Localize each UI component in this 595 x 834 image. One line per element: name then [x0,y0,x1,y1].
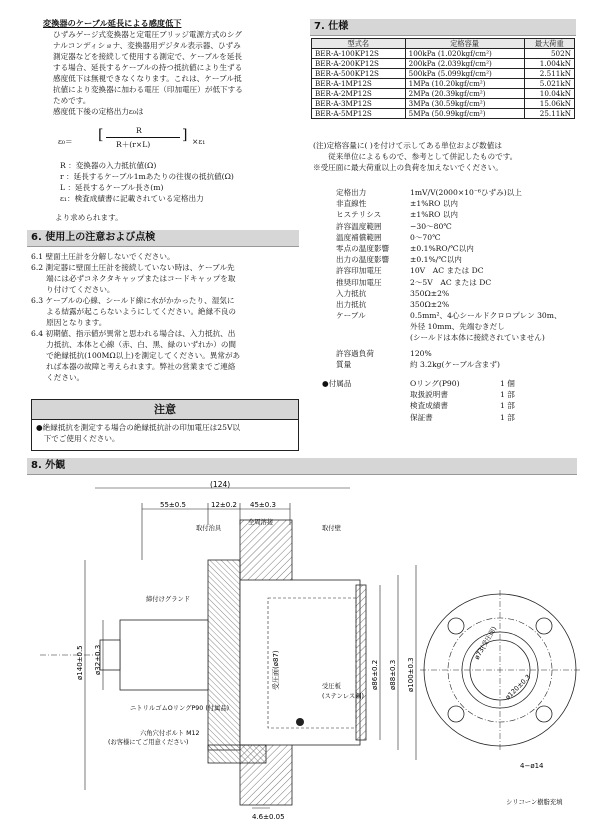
accessories-list [410,378,530,423]
cell-model: BER-A-1MP12S [312,79,406,89]
cell-capacity: 1MPa (10.20kgf/cm²) [405,79,524,89]
accessory-qty: 1 部 [500,390,515,400]
usage-line: れば本器の故障と考えられます。弊社の営業までご連絡 [31,362,236,371]
caution-title: 注意 [32,400,298,420]
cell-maxload: 2.511kN [524,69,574,79]
accessory-qty: 1 部 [500,401,515,411]
front-view [420,590,580,750]
dim-holes: 4−ø14 [520,762,544,770]
spec-value: 0.5mm²、4心シールドクロロプレン 30m、 [410,311,562,321]
cell-maxload: 15.06kN [524,99,574,109]
spec-key: 質量 [336,359,352,369]
spec-table-header [312,39,575,49]
def-line: ε₁：検査成績書に記載されている定格出力 [60,194,204,203]
usage-line: り付けてください。 [31,285,115,294]
para-line: ためです。 [53,96,91,105]
cell-capacity: 3MPa (30.59kgf/cm²) [405,99,524,109]
oring [296,718,304,726]
accessory-name: 検査成績書 [410,401,448,411]
spec-row [336,299,576,310]
usage-line: で絶縁抵抗(100MΩ以上)を測定してください。異常があ [31,351,241,360]
spec-value: 0〜70℃ [410,232,441,242]
dim-d2: 12±0.2 [211,501,237,509]
para-line: 感度低下は無視できなくなります。これは、ケーブル抵 [53,74,242,83]
table-row [312,79,575,89]
specs-heading: 7. 仕様 [310,19,576,36]
cell-maxload: 1.004kN [524,59,574,69]
spec-key: 温度補償範囲 [336,232,382,242]
accessory-qty: 1 個 [500,379,515,388]
def-line: r ：延長するケーブル1mあたりの往復の抵抗値(Ω) [60,172,234,181]
spec-row [336,265,576,276]
accessory-row [410,389,530,400]
sens-drop-title: 変換器のケーブル延長による感度低下 [43,18,182,28]
spec-key: 零点の温度影響 [336,243,390,253]
cell-model: BER-A-500KP12S [312,69,406,79]
caution-box [31,399,299,451]
spec-row [336,187,576,198]
spec-key: 定格出力 [336,188,367,197]
dim-bottom: 4.6±0.05 [252,813,285,821]
dim-dia88: ø88±0.3 [389,659,397,690]
formula-den: R＋(r×L) [116,140,151,149]
para-line: 測定器などを接続して使用する測定で、ケーブルを延長 [53,52,243,61]
table-row [312,49,575,59]
spec-value: 2〜5V AC または DC [410,277,492,287]
cell-capacity: 2MPa (20.39kgf/cm²) [405,89,524,99]
formula-closing: より求められます。 [55,213,123,222]
spec-row [336,243,576,254]
dim-d1: 55±0.5 [160,501,186,509]
dim-dia120: ø120±0.3 [503,673,533,702]
dim-dia100: ø100±0.3 [407,657,415,692]
table-row [312,89,575,99]
usage-line: 6.1 壁面土圧計を分解しないでください。 [31,252,175,261]
note-line: (注)定格容量に( )を付けて示してある単位および数値は [313,141,502,150]
label-plate: 受圧板 [322,683,341,690]
cell-model: BER-A-3MP12S [312,99,406,109]
cell-capacity: 200kPa (2.039kgf/cm²) [405,59,524,69]
spec-value: 約 3.2kg(ケーブル含まず) [410,359,500,369]
formula-rhs: ×ε₁ [192,137,206,146]
outline-heading: 8. 外観 [27,458,577,475]
usage-list [31,251,299,383]
accessory-name: Oリング(P90) [410,379,460,388]
spec-key: 入力抵抗 [336,288,367,298]
spec-row [336,359,576,370]
cell-maxload: 10.04kN [524,89,574,99]
sens-drop-paragraph [53,29,299,117]
para-line: 感度低下後の定格出力ε₀は [53,107,144,116]
spec-row [336,288,576,299]
para-line: ナルコンディショナ、変換器用デジタル表示器、ひずみ [53,41,241,50]
usage-heading: 6. 使用上の注意および点検 [27,230,299,247]
accessory-name: 取扱説明書 [410,390,448,400]
spec-row [336,332,576,343]
mount-jig-section [208,560,240,750]
label-gland: 締付けグランド [146,596,191,603]
label-bolt-sub: (お客様にてご用意ください) [108,739,189,746]
hex-bolt [208,745,266,763]
usage-line: 原因となります。 [31,318,107,327]
spec-row [336,232,576,243]
spec-value: 350Ω±2% [410,288,450,298]
table-row [312,59,575,69]
label-weld: 全周溶接 [248,519,274,526]
def-line: L ：延長するケーブル長さ(m) [60,183,164,192]
accessory-row [410,378,530,389]
para-line: 抗値により変換器に加わる電圧（印加電圧）が低下する [53,85,243,94]
usage-line: 力抵抗、本体と心線（赤、白、黒、緑のいずれか）の間 [31,340,237,349]
spec-row [336,254,576,265]
spec-value: −30〜80℃ [410,221,452,231]
pressure-plate [356,585,366,740]
cell-model: BER-A-100KP12S [312,49,406,59]
outline-drawing [0,476,595,832]
label-mount-jig: 取付治具 [196,525,222,532]
dim-dia140: ø140±0.5 [76,645,84,680]
cell-capacity: 100kPa (1.020kgf/cm²) [405,49,524,59]
col-header: 定格容量 [405,39,524,49]
spec-value: 外径 10mm、先端むきだし [410,322,505,332]
spec-row [336,321,576,332]
spec-table [311,38,575,119]
spec-row [336,221,576,232]
usage-line: 6.4 初期値、指示値が異常と思われる場合は、入力抵抗、出 [31,329,236,338]
cell-model: BER-A-2MP12S [312,89,406,99]
spec-key: 非直線性 [336,199,367,209]
label-plate-sub: (ステンレス鋼) [322,693,364,700]
spec-row [336,310,576,321]
spec-value: 10V AC または DC [410,266,484,276]
def-line: R ：変換器の入力抵抗値(Ω) [60,161,157,170]
dim-d3: 45±0.3 [250,501,276,509]
table-row [312,69,575,79]
spec-row [336,348,576,359]
usage-line: 端には必ずコネクタキャップまたはコードキャップを取 [31,274,236,283]
spec-key: 出力抵抗 [336,299,367,309]
spec-key: 許容印加電圧 [336,266,382,276]
spec-value: ±1%RO 以内 [410,210,458,220]
accessory-row [410,400,530,411]
para-line: する場合、延長するケーブルの持つ抵抗値により生ずる [53,63,243,72]
formula-lhs: ε₀＝ [58,137,73,146]
note-line: ※受圧面に最大荷重以上の負荷を加えないでください。 [313,163,503,172]
cable-gland [120,620,208,690]
usage-line: 6.3 ケーブルの心線、シールド線に水がかかったり、湿気に [31,296,235,305]
spec-row [336,198,576,209]
spec-value: (シールドは本体に接続されていません) [410,333,545,343]
spec-value: ±1%RO 以内 [410,199,458,209]
cell-model: BER-A-200KP12S [312,59,406,69]
spec-key: 推奨印加電圧 [336,277,382,287]
cell-maxload: 5.021kN [524,79,574,89]
cell-maxload: 25.11kN [524,109,574,119]
para-line: ひずみゲージ式変換器と定電圧ブリッジ電源方式のシグ [53,30,242,39]
cell-capacity: 500kPa (5.099kgf/cm²) [405,69,524,79]
col-header: 最大荷重 [524,39,574,49]
spec-value: 120% [410,348,432,358]
top-dimensions [95,488,350,560]
spec-value: 350Ω±2% [410,299,450,309]
col-header: 型式名 [312,39,406,49]
spec-key: 許容温度範囲 [336,221,382,231]
label-oring: ニトリルゴムOリングP90 (付属品) [130,705,230,712]
accessory-name: 保証書 [410,412,433,422]
dim-dia32: ø32±0.3 [94,644,102,675]
spec-key: 出力の温度影響 [336,255,390,265]
formula-num: R [136,126,142,135]
label-mount-wall: 取付壁 [322,525,341,532]
table-row [312,109,575,119]
cell-capacity: 5MPa (50.99kgf/cm²) [405,109,524,119]
spec-row [336,277,576,288]
usage-line: ください。 [31,373,85,382]
dim-dia73: ø73(受圧面) [472,625,499,661]
dim-dia87: 受圧面(ø87) [272,650,280,690]
accessory-row [410,412,530,423]
cell-model: BER-A-5MP12S [312,109,406,119]
spec-row [336,209,576,220]
formula: ε₀＝ [ R R＋(r×L) ] ×ε₁ [58,126,206,149]
spec-key: 許容過負荷 [336,348,374,358]
spec-value: ±0.1%/℃以内 [410,255,462,265]
cell-maxload: 502N [524,49,574,59]
accessory-qty: 1 部 [500,412,515,422]
spec-value: ±0.1%RO/℃以内 [410,243,474,253]
note-line: 従来単位によるもので、参考として併記したものです。 [313,152,518,161]
spec-notes [313,140,579,173]
usage-line: 6.2 測定器に壁面土圧計を接続していない時は、ケーブル先 [31,263,235,272]
label-sealant: シリコーン樹脂充填 [506,799,563,806]
spec-list [336,187,576,370]
usage-line: よる結露が起こらないようにしてください。絶縁不良の [31,307,237,316]
spec-key: ヒステリシス [336,210,382,220]
accessories-label: ●付属品 [322,379,352,388]
table-row [312,99,575,109]
spec-key: ケーブル [336,311,366,321]
dim-dia86: ø86±0.2 [371,659,379,690]
dim-overall: (124) [210,480,231,489]
caution-line: ●絶縁抵抗を測定する場合の絶縁抵抗計の印加電圧は25V以 [36,423,241,432]
caution-line: 下でご使用ください。 [36,434,120,443]
spec-value: 1mV/V(2000×10⁻⁶ひずみ)以上 [410,188,522,197]
label-bolt: 六角穴付ボルト M12 [140,730,200,737]
formula-defs [60,160,234,204]
